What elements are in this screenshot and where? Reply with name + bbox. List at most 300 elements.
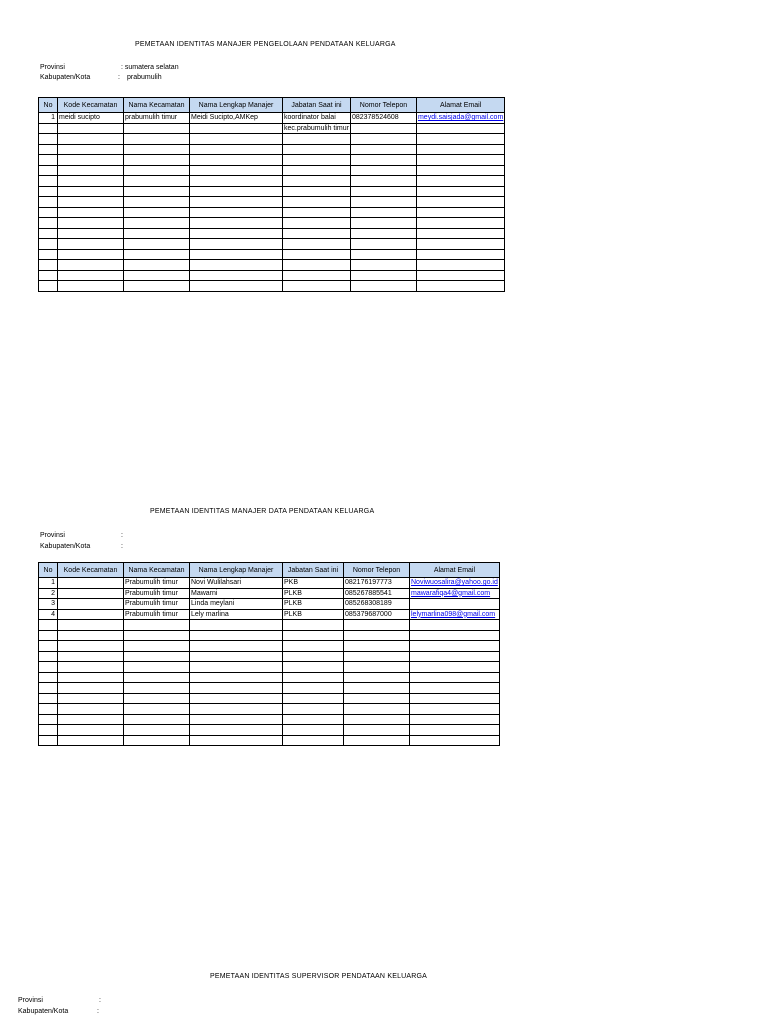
- table-row: [39, 134, 505, 145]
- cell-email: [410, 672, 500, 683]
- cell-nama-manajer: [190, 218, 283, 229]
- table-row: [39, 207, 505, 218]
- cell-email: [416, 218, 504, 229]
- cell-nama-kecamatan: Prabumulih timur: [124, 578, 190, 589]
- cell-nama-manajer: [190, 630, 283, 641]
- cell-email: [416, 144, 504, 155]
- cell-no: [39, 651, 58, 662]
- cell-no: [39, 239, 58, 250]
- cell-telepon: [350, 218, 416, 229]
- cell-kode-kecamatan: [58, 228, 124, 239]
- cell-email: [416, 270, 504, 281]
- cell-email: [416, 197, 504, 208]
- cell-email: [410, 683, 500, 694]
- cell-jabatan: PKB: [283, 578, 344, 589]
- cell-email: [416, 249, 504, 260]
- cell-no: [39, 134, 58, 145]
- cell-nama-manajer: [190, 683, 283, 694]
- cell-jabatan: [283, 735, 344, 746]
- cell-kode-kecamatan: [58, 704, 124, 715]
- cell-telepon: [350, 123, 416, 134]
- cell-kode-kecamatan: meidi sucipto: [58, 113, 124, 124]
- cell-telepon: 085267885541: [344, 588, 410, 599]
- cell-nama-manajer: [190, 651, 283, 662]
- cell-no: [39, 144, 58, 155]
- cell-nama-kecamatan: [124, 714, 190, 725]
- cell-no: [39, 714, 58, 725]
- cell-no: 1: [39, 578, 58, 589]
- column-header-nama-kecamatan: Nama Kecamatan: [124, 98, 190, 113]
- cell-no: [39, 123, 58, 134]
- cell-telepon: [350, 165, 416, 176]
- kabupaten-value: prabumulih: [127, 74, 162, 81]
- cell-nama-kecamatan: [124, 725, 190, 736]
- cell-nama-kecamatan: [124, 683, 190, 694]
- table-row: [39, 651, 500, 662]
- cell-jabatan: [283, 186, 351, 197]
- cell-kode-kecamatan: [58, 599, 124, 610]
- cell-nama-kecamatan: [124, 704, 190, 715]
- kabupaten-colon: :: [121, 543, 123, 550]
- cell-jabatan: koordinator balai: [283, 113, 351, 124]
- provinsi-colon: :: [99, 997, 101, 1004]
- cell-telepon: [350, 134, 416, 145]
- cell-nama-manajer: [190, 735, 283, 746]
- cell-nama-kecamatan: [124, 672, 190, 683]
- cell-jabatan: [283, 249, 351, 260]
- cell-no: [39, 725, 58, 736]
- cell-jabatan: [283, 641, 344, 652]
- table-row: [39, 165, 505, 176]
- cell-telepon: [350, 155, 416, 166]
- cell-nama-kecamatan: Prabumulih timur: [124, 599, 190, 610]
- cell-kode-kecamatan: [58, 260, 124, 271]
- cell-no: [39, 704, 58, 715]
- cell-kode-kecamatan: [58, 609, 124, 620]
- table-row: [39, 197, 505, 208]
- cell-jabatan: [283, 651, 344, 662]
- cell-nama-manajer: [190, 714, 283, 725]
- cell-telepon: [350, 228, 416, 239]
- table-row: [39, 683, 500, 694]
- cell-kode-kecamatan: [58, 630, 124, 641]
- cell-kode-kecamatan: [58, 281, 124, 292]
- cell-jabatan: [283, 197, 351, 208]
- kabupaten-colon: :: [97, 1008, 99, 1015]
- cell-nama-kecamatan: [124, 281, 190, 292]
- table-row: [39, 186, 505, 197]
- cell-nama-kecamatan: [124, 641, 190, 652]
- cell-nama-kecamatan: [124, 630, 190, 641]
- cell-nama-manajer: [190, 693, 283, 704]
- cell-nama-kecamatan: [124, 186, 190, 197]
- cell-no: [39, 683, 58, 694]
- cell-telepon: [350, 207, 416, 218]
- cell-jabatan: [283, 281, 351, 292]
- table-row: [39, 281, 505, 292]
- cell-nama-manajer: [190, 249, 283, 260]
- kabupaten-label: Kabupaten/Kota: [40, 74, 91, 81]
- cell-jabatan: [283, 620, 344, 631]
- cell-jabatan: [283, 704, 344, 715]
- cell-email[interactable]: Noviwuosalira@yahoo.go.id: [411, 579, 498, 587]
- cell-email: [410, 662, 500, 673]
- cell-nama-kecamatan: [124, 651, 190, 662]
- cell-nama-kecamatan: [124, 662, 190, 673]
- cell-jabatan: [283, 672, 344, 683]
- cell-kode-kecamatan: [58, 123, 124, 134]
- cell-email: [410, 599, 500, 610]
- column-header-telepon: Nomor Telepon: [350, 98, 416, 113]
- provinsi-label: Provinsi: [40, 64, 65, 71]
- cell-nama-manajer: [190, 207, 283, 218]
- cell-no: [39, 260, 58, 271]
- cell-telepon: [344, 725, 410, 736]
- cell-email: [416, 176, 504, 187]
- table-row: [39, 693, 500, 704]
- cell-email: [410, 725, 500, 736]
- section3-title: PEMETAAN IDENTITAS SUPERVISOR PENDATAAN KELUARGA: [210, 973, 428, 980]
- cell-email: [410, 641, 500, 652]
- column-header-kode-kecamatan: Kode Kecamatan: [58, 98, 124, 113]
- table-row: [39, 609, 500, 620]
- section1-title: PEMETAAN IDENTITAS MANAJER PENGELOLAAN PENDATAAN KELUARGA: [135, 41, 396, 48]
- cell-no: [39, 155, 58, 166]
- cell-nama-kecamatan: [124, 197, 190, 208]
- cell-telepon: [350, 186, 416, 197]
- section2-kabupaten-row: [40, 542, 123, 551]
- table-row: [39, 113, 505, 124]
- cell-telepon: [344, 651, 410, 662]
- cell-kode-kecamatan: [58, 725, 124, 736]
- cell-nama-manajer: [190, 620, 283, 631]
- table-row: [39, 735, 500, 746]
- cell-kode-kecamatan: [58, 239, 124, 250]
- cell-jabatan: [283, 270, 351, 281]
- cell-email[interactable]: lelymarlina098@gmail.com: [410, 609, 500, 620]
- cell-nama-manajer: [190, 197, 283, 208]
- cell-kode-kecamatan: [58, 651, 124, 662]
- cell-no: [39, 228, 58, 239]
- column-header-nama-manajer: Nama Lengkap Manajer: [190, 98, 283, 113]
- cell-email: [416, 186, 504, 197]
- cell-jabatan: [283, 176, 351, 187]
- cell-no: [39, 218, 58, 229]
- table-row: [39, 155, 505, 166]
- cell-no: [39, 620, 58, 631]
- table-row: [39, 176, 505, 187]
- cell-kode-kecamatan: [58, 620, 124, 631]
- cell-telepon: [350, 281, 416, 292]
- cell-no: 1: [39, 113, 58, 124]
- cell-nama-kecamatan: [124, 218, 190, 229]
- cell-email: [410, 630, 500, 641]
- cell-email: [410, 693, 500, 704]
- column-header-email: Alamat Email: [410, 563, 500, 578]
- cell-nama-kecamatan: [124, 620, 190, 631]
- kabupaten-colon: :: [118, 74, 120, 81]
- cell-email: [416, 228, 504, 239]
- section3-provinsi-row: [18, 996, 101, 1005]
- cell-kode-kecamatan: [58, 270, 124, 281]
- section1-provinsi-row: [40, 63, 179, 72]
- cell-nama-manajer: [190, 239, 283, 250]
- column-header-nama-manajer: Nama Lengkap Manajer: [190, 563, 283, 578]
- cell-email: [410, 735, 500, 746]
- column-header-kode-kecamatan: Kode Kecamatan: [58, 563, 124, 578]
- table-row: [39, 630, 500, 641]
- cell-jabatan: [283, 144, 351, 155]
- cell-nama-manajer: [190, 641, 283, 652]
- cell-kode-kecamatan: [58, 683, 124, 694]
- section1-kabupaten-row: [40, 73, 162, 82]
- cell-nama-manajer: Linda meylani: [190, 599, 283, 610]
- cell-nama-manajer: Lely marlina: [190, 609, 283, 620]
- cell-kode-kecamatan: [58, 578, 124, 589]
- cell-no: [39, 641, 58, 652]
- table-row: [39, 641, 500, 652]
- cell-nama-kecamatan: [124, 260, 190, 271]
- table-row: [39, 714, 500, 725]
- cell-telepon: [350, 270, 416, 281]
- cell-kode-kecamatan: [58, 588, 124, 599]
- column-header-no: No: [39, 98, 58, 113]
- cell-kode-kecamatan: [58, 176, 124, 187]
- table-row: [39, 239, 505, 250]
- table-row: [39, 218, 505, 229]
- table-row: [39, 588, 500, 599]
- cell-jabatan: [283, 693, 344, 704]
- cell-nama-kecamatan: [124, 134, 190, 145]
- cell-telepon: [344, 672, 410, 683]
- cell-email[interactable]: mawarafiqa4@gmail.com: [410, 588, 500, 599]
- cell-telepon: [344, 630, 410, 641]
- table-row: [39, 578, 500, 589]
- cell-kode-kecamatan: [58, 693, 124, 704]
- cell-telepon: [344, 641, 410, 652]
- cell-jabatan: [283, 662, 344, 673]
- cell-email: [416, 134, 504, 145]
- column-header-no: No: [39, 563, 58, 578]
- cell-jabatan: [283, 228, 351, 239]
- cell-nama-kecamatan: [124, 228, 190, 239]
- cell-nama-manajer: [190, 270, 283, 281]
- cell-email[interactable]: meydi.saisjada@gmail.com: [417, 114, 504, 122]
- table-header-row: [39, 563, 500, 578]
- cell-telepon: [350, 260, 416, 271]
- cell-nama-manajer: Meidi Sucipto,AMKep: [190, 113, 283, 124]
- column-header-jabatan: Jabatan Saat ini: [283, 563, 344, 578]
- table-row: [39, 672, 500, 683]
- cell-no: [39, 165, 58, 176]
- cell-jabatan: [283, 239, 351, 250]
- cell-nama-manajer: [190, 123, 283, 134]
- kabupaten-label: Kabupaten/Kota: [18, 1008, 69, 1015]
- cell-nama-kecamatan: [124, 693, 190, 704]
- table-row: [39, 270, 505, 281]
- table-row: [39, 260, 505, 271]
- cell-nama-kecamatan: [124, 123, 190, 134]
- cell-jabatan: [283, 134, 351, 145]
- cell-kode-kecamatan: [58, 218, 124, 229]
- cell-nama-kecamatan: [124, 165, 190, 176]
- table-row: [39, 123, 505, 134]
- cell-telepon: 082378524608: [350, 113, 416, 124]
- cell-jabatan: [283, 165, 351, 176]
- cell-jabatan: [283, 630, 344, 641]
- cell-nama-kecamatan: [124, 735, 190, 746]
- cell-nama-manajer: [190, 165, 283, 176]
- column-header-jabatan: Jabatan Saat ini: [283, 98, 351, 113]
- table-row: [39, 144, 505, 155]
- manajer-data-table: [38, 562, 500, 746]
- cell-jabatan: [283, 155, 351, 166]
- cell-nama-manajer: [190, 672, 283, 683]
- cell-nama-kecamatan: [124, 155, 190, 166]
- cell-nama-manajer: Mawarni: [190, 588, 283, 599]
- section2-provinsi-row: [40, 531, 123, 540]
- table-row: [39, 249, 505, 260]
- cell-no: 4: [39, 609, 58, 620]
- cell-no: 3: [39, 599, 58, 610]
- table-row: [39, 599, 500, 610]
- cell-jabatan: [283, 725, 344, 736]
- cell-no: [39, 630, 58, 641]
- cell-kode-kecamatan: [58, 165, 124, 176]
- cell-telepon: [350, 249, 416, 260]
- cell-telepon: [350, 197, 416, 208]
- section3-kabupaten-row: [18, 1007, 99, 1016]
- cell-email: [410, 651, 500, 662]
- cell-nama-kecamatan: [124, 207, 190, 218]
- cell-nama-kecamatan: [124, 270, 190, 281]
- cell-nama-kecamatan: Prabumulih timur: [124, 588, 190, 599]
- cell-kode-kecamatan: [58, 186, 124, 197]
- cell-jabatan: [283, 260, 351, 271]
- cell-no: 2: [39, 588, 58, 599]
- cell-kode-kecamatan: [58, 144, 124, 155]
- cell-email: [416, 123, 504, 134]
- table-row: [39, 228, 505, 239]
- cell-telepon: [344, 683, 410, 694]
- cell-nama-manajer: [190, 228, 283, 239]
- column-header-nama-kecamatan: Nama Kecamatan: [124, 563, 190, 578]
- cell-no: [39, 186, 58, 197]
- cell-nama-kecamatan: [124, 249, 190, 260]
- cell-telepon: [344, 662, 410, 673]
- kabupaten-label: Kabupaten/Kota: [40, 543, 91, 550]
- cell-nama-manajer: [190, 186, 283, 197]
- cell-email: [410, 714, 500, 725]
- cell-email: [416, 281, 504, 292]
- provinsi-label: Provinsi: [40, 532, 65, 539]
- cell-nama-manajer: [190, 134, 283, 145]
- cell-no: [39, 281, 58, 292]
- cell-nama-kecamatan: prabumulih timur: [124, 113, 190, 124]
- cell-email: [416, 207, 504, 218]
- cell-nama-manajer: [190, 704, 283, 715]
- cell-telepon: [350, 239, 416, 250]
- cell-no: [39, 249, 58, 260]
- cell-nama-manajer: [190, 176, 283, 187]
- cell-telepon: 085268308189: [344, 599, 410, 610]
- cell-telepon: [344, 704, 410, 715]
- cell-telepon: [344, 693, 410, 704]
- cell-no: [39, 270, 58, 281]
- cell-kode-kecamatan: [58, 207, 124, 218]
- cell-nama-kecamatan: [124, 144, 190, 155]
- cell-telepon: 082176197773: [344, 578, 410, 589]
- cell-jabatan: PLKB: [283, 588, 344, 599]
- table-row: [39, 704, 500, 715]
- cell-email: [416, 260, 504, 271]
- cell-jabatan: kec.prabumulih timur: [284, 124, 349, 132]
- cell-kode-kecamatan: [58, 249, 124, 260]
- cell-no: [39, 662, 58, 673]
- cell-nama-manajer: [190, 260, 283, 271]
- cell-nama-kecamatan: [124, 176, 190, 187]
- cell-kode-kecamatan: [58, 197, 124, 208]
- cell-email: [416, 155, 504, 166]
- cell-kode-kecamatan: [58, 155, 124, 166]
- cell-email: [416, 165, 504, 176]
- cell-nama-manajer: [190, 725, 283, 736]
- column-header-telepon: Nomor Telepon: [344, 563, 410, 578]
- provinsi-colon: :: [121, 532, 123, 539]
- column-header-email: Alamat Email: [416, 98, 504, 113]
- cell-nama-manajer: [190, 662, 283, 673]
- cell-kode-kecamatan: [58, 662, 124, 673]
- cell-kode-kecamatan: [58, 672, 124, 683]
- cell-nama-kecamatan: Prabumulih timur: [124, 609, 190, 620]
- cell-telepon: 085379687000: [344, 609, 410, 620]
- cell-email: [410, 704, 500, 715]
- cell-telepon: [344, 714, 410, 725]
- cell-telepon: [350, 176, 416, 187]
- cell-no: [39, 672, 58, 683]
- cell-telepon: [344, 735, 410, 746]
- cell-jabatan: [283, 714, 344, 725]
- table-header-row: [39, 98, 505, 113]
- cell-nama-manajer: Novi Wulilahsari: [190, 578, 283, 589]
- provinsi-value: : sumatera selatan: [121, 64, 179, 71]
- cell-kode-kecamatan: [58, 735, 124, 746]
- cell-telepon: [344, 620, 410, 631]
- cell-no: [39, 735, 58, 746]
- cell-email: [410, 620, 500, 631]
- section2-title: PEMETAAN IDENTITAS MANAJER DATA PENDATAAN KELUARGA: [150, 508, 375, 515]
- cell-jabatan: [283, 683, 344, 694]
- cell-kode-kecamatan: [58, 714, 124, 725]
- cell-kode-kecamatan: [58, 134, 124, 145]
- cell-jabatan: PLKB: [283, 599, 344, 610]
- cell-jabatan: PLKB: [283, 609, 344, 620]
- cell-jabatan: [283, 207, 351, 218]
- cell-no: [39, 176, 58, 187]
- table-row: [39, 620, 500, 631]
- cell-no: [39, 207, 58, 218]
- cell-no: [39, 693, 58, 704]
- cell-no: [39, 197, 58, 208]
- cell-nama-manajer: [190, 144, 283, 155]
- cell-nama-manajer: [190, 281, 283, 292]
- table-row: [39, 662, 500, 673]
- cell-nama-manajer: [190, 155, 283, 166]
- cell-kode-kecamatan: [58, 641, 124, 652]
- table-row: [39, 725, 500, 736]
- cell-telepon: [350, 144, 416, 155]
- manajer-pengelolaan-table: [38, 97, 505, 292]
